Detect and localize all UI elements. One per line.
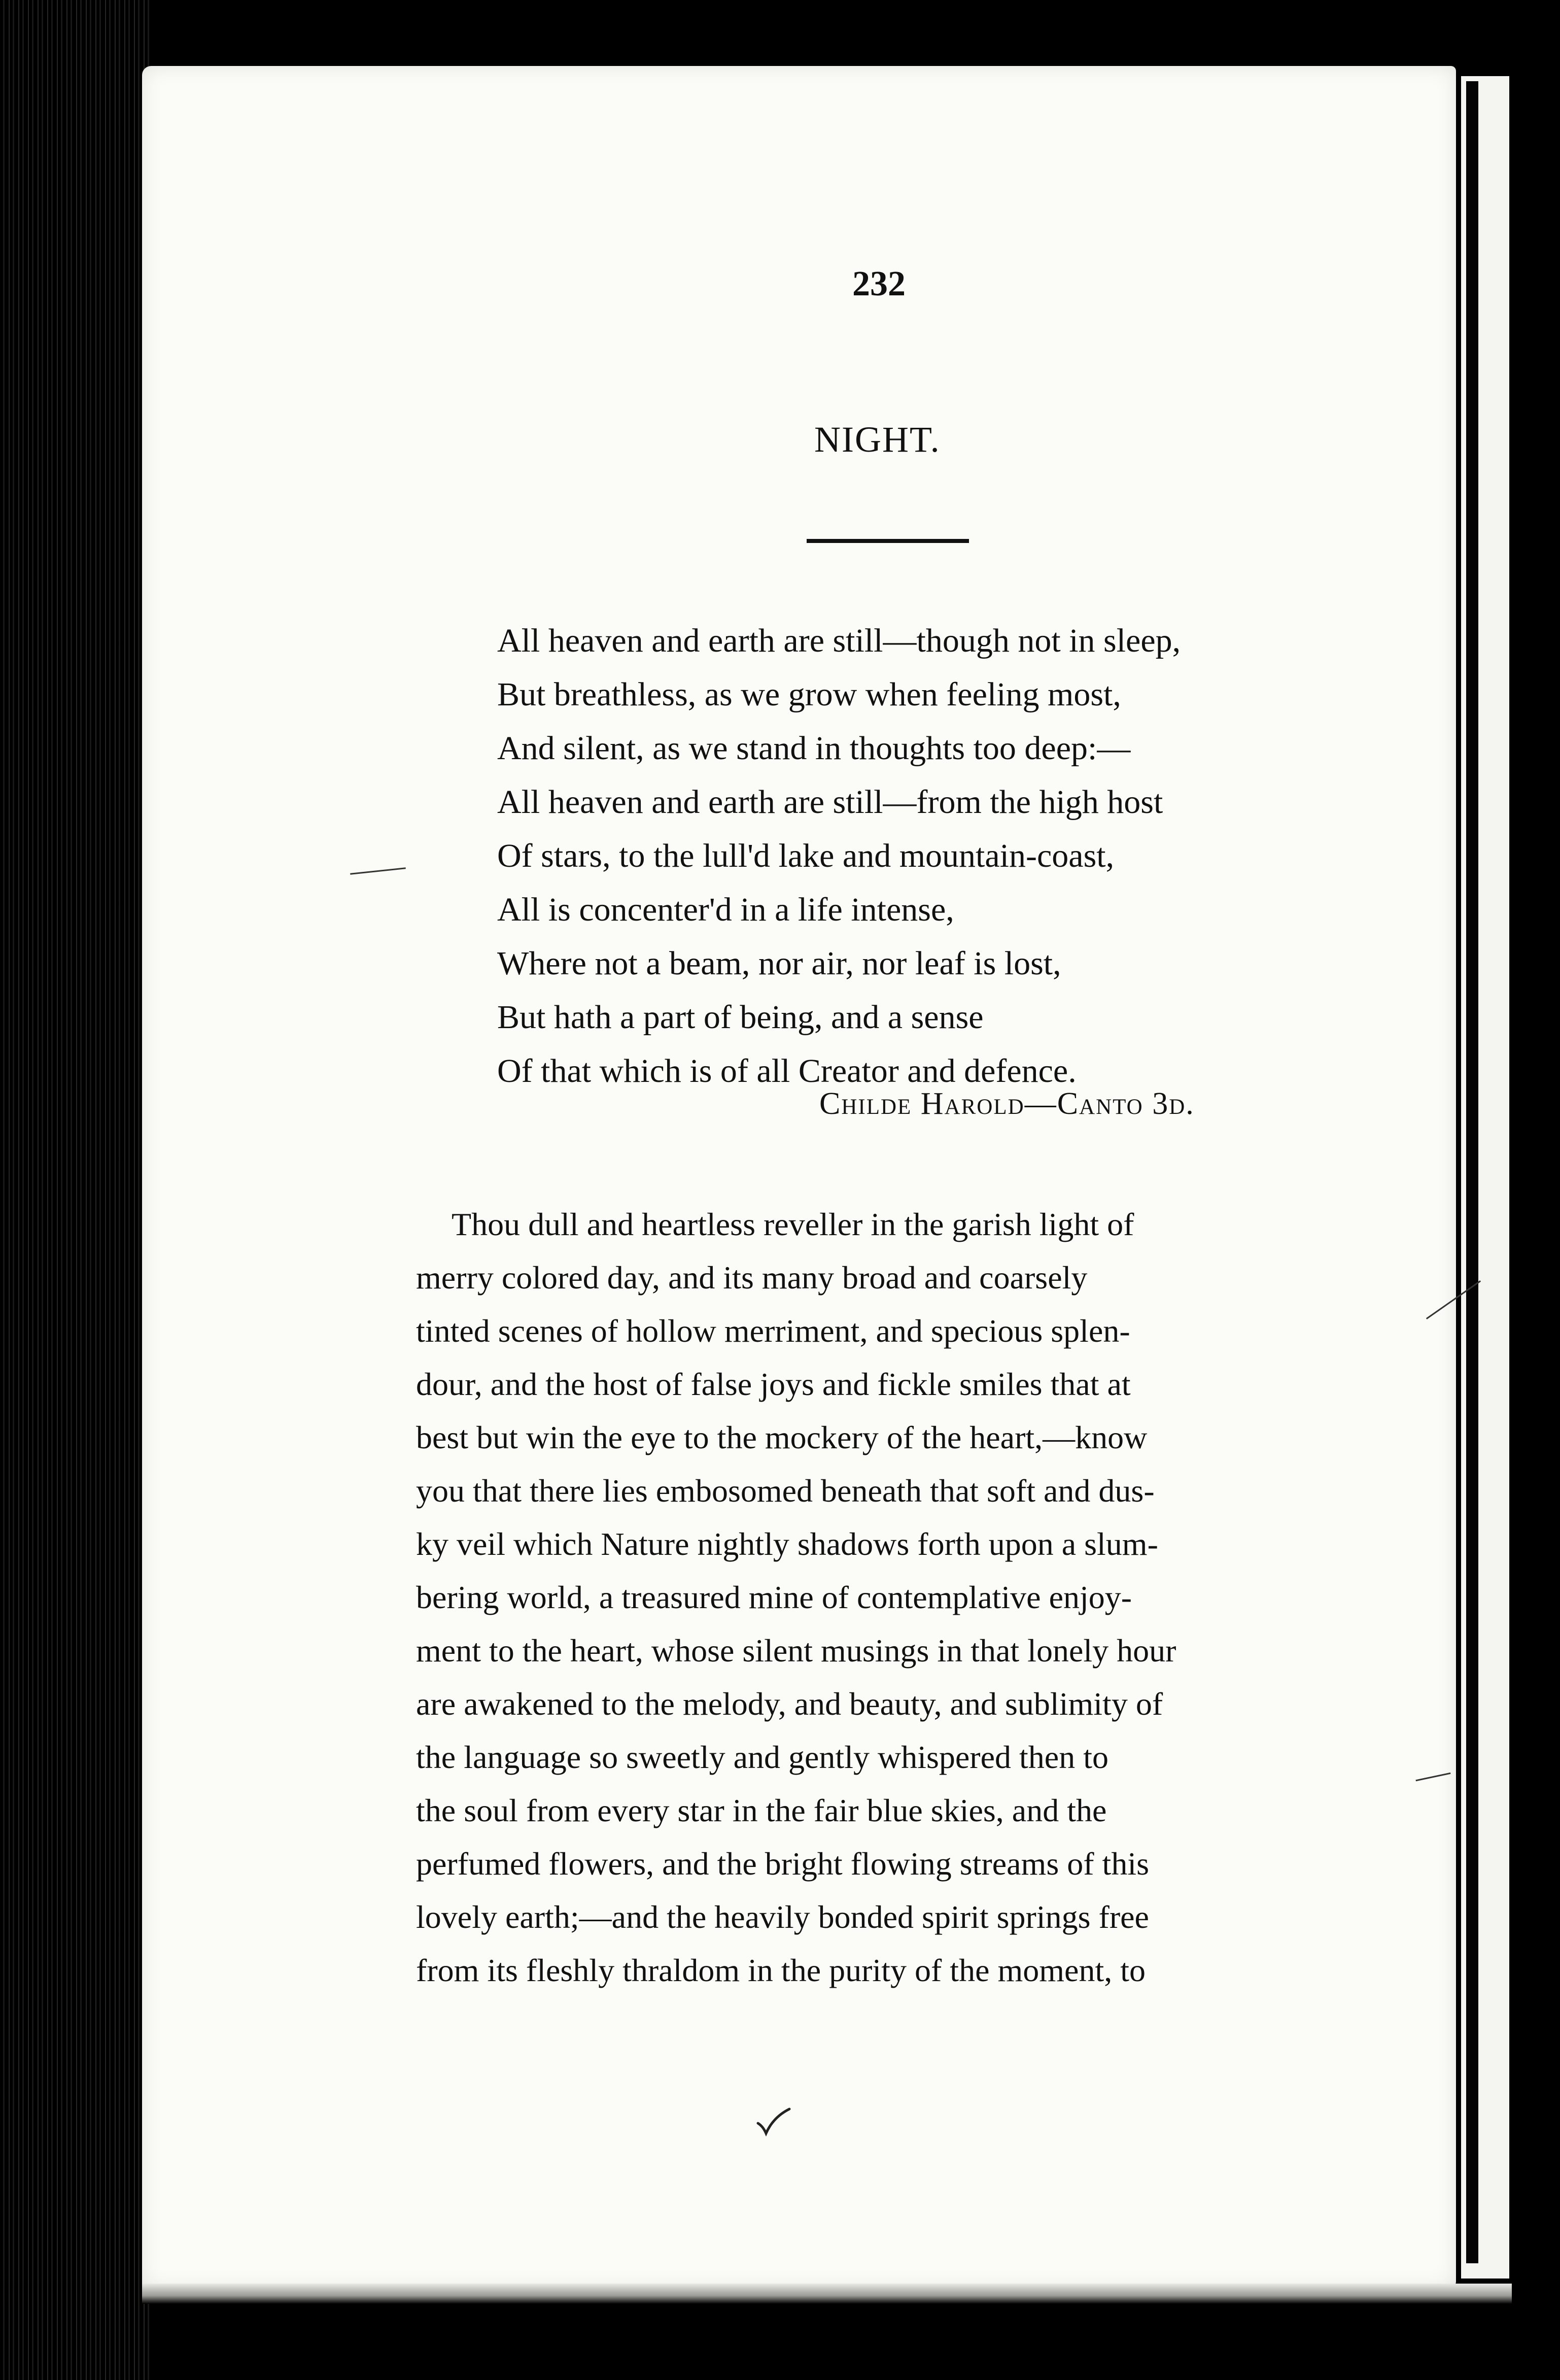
poem-line: But breathless, as we grow when feeling most, (497, 676, 1121, 713)
poem-line: But hath a part of being, and a sense (497, 999, 984, 1036)
poem-line: Of that which is of all Creator and defence. (497, 1052, 1077, 1090)
prose-line: you that there lies embosomed beneath that soft and dus- (416, 1473, 1155, 1509)
poem-line: All heaven and earth are still—though not in sleep, (497, 622, 1181, 659)
page-bottom-edge (142, 2284, 1512, 2304)
prose-line: lovely earth;—and the heavily bonded spirit springs free (416, 1899, 1149, 1935)
page-gutter-shadow (1466, 81, 1478, 2263)
prose-line: ment to the heart, whose silent musings in that lonely hour (416, 1633, 1176, 1669)
poem-attribution: Childe Harold—Canto 3d. (819, 1086, 1195, 1121)
poem-line: All heaven and earth are still—from the high host (497, 784, 1163, 821)
prose-line: best but win the eye to the mockery of the heart,—know (416, 1419, 1148, 1455)
prose-line: ky veil which Nature nightly shadows forth upon a slum- (416, 1526, 1158, 1562)
page-number: 232 (852, 264, 906, 303)
prose-line: are awakened to the melody, and beauty, and sublimity of (416, 1686, 1163, 1722)
prose-line: dour, and the host of false joys and fickle smiles that at (416, 1366, 1131, 1402)
prose-line: tinted scenes of hollow merriment, and specious splen- (416, 1313, 1130, 1349)
poem-line: And silent, as we stand in thoughts too deep:— (497, 730, 1131, 767)
prose-paragraph (416, 1198, 1176, 1997)
book-spine-shadow (0, 0, 152, 2380)
title-rule-divider (807, 539, 969, 543)
poem-line: All is concenter'd in a life intense, (497, 891, 954, 928)
poem-title: NIGHT. (814, 419, 941, 460)
prose-line: the soul from every star in the fair blue skies, and the (416, 1792, 1107, 1828)
poem-epigraph (497, 614, 1181, 1098)
prose-line: bering world, a treasured mine of contemplative enjoy- (416, 1579, 1132, 1615)
poem-line: Of stars, to the lull'd lake and mountain-coast, (497, 837, 1115, 874)
prose-line: from its fleshly thraldom in the purity of the moment, to (416, 1952, 1146, 1988)
prose-line: merry colored day, and its many broad and coarsely (416, 1260, 1088, 1296)
pencil-tick-mark (756, 2106, 791, 2136)
prose-line: Thou dull and heartless reveller in the garish light of (452, 1206, 1134, 1242)
prose-line: perfumed flowers, and the bright flowing streams of this (416, 1846, 1149, 1882)
poem-line: Where not a beam, nor air, nor leaf is lost, (497, 945, 1061, 982)
prose-line: the language so sweetly and gently whispered then to (416, 1739, 1108, 1775)
